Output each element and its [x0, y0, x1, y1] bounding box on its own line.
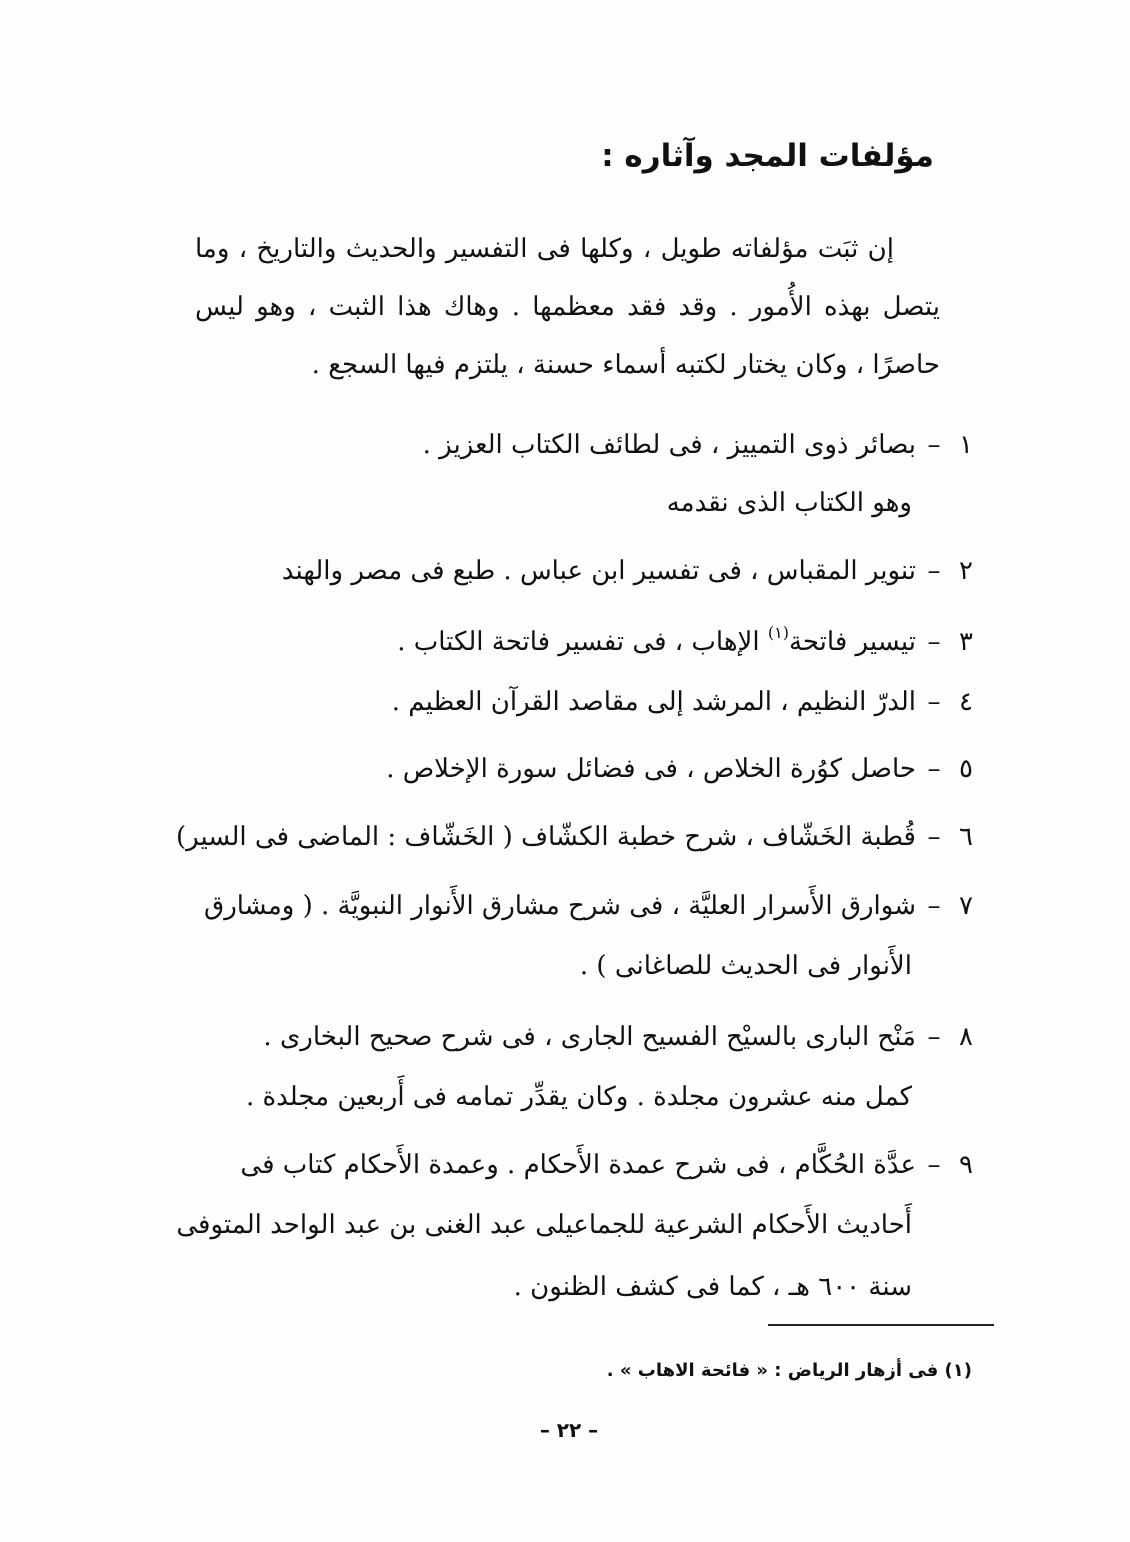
- item-dash: –: [927, 1022, 941, 1052]
- item-title: حاصل كوُرة الخلاص ، فى فضائل سورة الإخلاص .: [386, 754, 916, 784]
- item-dash: –: [927, 754, 941, 784]
- item-dash: –: [927, 627, 941, 657]
- item-dash: –: [927, 822, 941, 852]
- footnote: (١) فى أزهار الرياض : « فائحة الاهاب » .: [606, 1360, 972, 1381]
- item-note: وهو الكتاب الذى نقدمه: [666, 488, 912, 518]
- list-item: [190, 673, 980, 731]
- item-note: كمل منه عشرون مجلدة . وكان يقدِّر تمامه فى أَربعين مجلدة .: [245, 1082, 912, 1112]
- item-note: أَحاديث الأَحكام الشرعية للجماعيلى عبد الغنى بن عبد الواحد المتوفى: [176, 1210, 912, 1240]
- item-number: ٦: [959, 822, 973, 852]
- list-item: [190, 740, 980, 798]
- item-dash: –: [927, 1150, 941, 1180]
- item-title-part-b: الإهاب ، فى تفسير فاتحة الكتاب .: [397, 627, 768, 657]
- footnote-divider: [768, 1324, 994, 1326]
- item-note: الأَنوار فى الحديث للصاغانى ) .: [579, 951, 912, 981]
- item-number: ٣: [959, 627, 973, 657]
- item-title: قُطبة الخَشّاف ، شرح خطبة الكشّاف ( الخَشّاف : الماضى فى السير): [175, 822, 916, 852]
- section-heading: مؤلفات المجد وآثاره :: [601, 138, 934, 174]
- item-number: ٢: [959, 556, 973, 586]
- item-number: ٨: [959, 1022, 973, 1052]
- item-title: بصائر ذوى التمييز ، فى لطائف الكتاب العزيز .: [422, 430, 916, 460]
- item-title: شوارق الأَسرار العليَّة ، فى شرح مشارق الأَنوار النبويَّة . ( ومشارق: [204, 891, 916, 921]
- list-item: [190, 604, 980, 671]
- item-title: الدرّ النظيم ، المرشد إلى مقاصد القرآن العظيم .: [391, 687, 916, 717]
- item-title-part-a: تيسير فاتحة: [788, 627, 916, 657]
- item-dash: –: [927, 687, 941, 717]
- item-number: ٤: [959, 687, 973, 717]
- list-item: [190, 1136, 980, 1194]
- item-title: تنوير المقباس ، فى تفسير ابن عباس . طبع فى مصر والهند: [281, 556, 916, 586]
- footnote-reference: (١): [767, 623, 789, 642]
- item-number: ٧: [959, 891, 973, 921]
- page-number: – ٢٢ –: [539, 1418, 599, 1442]
- list-item: [190, 877, 980, 935]
- item-dash: –: [927, 430, 941, 460]
- item-note: سنة ٦٠٠ هـ ، كما فى كشف الظنون .: [513, 1272, 912, 1302]
- list-item: [175, 808, 980, 866]
- item-title: مَنْح البارى بالسيْح الفسيح الجارى ، فى شرح صحيح البخارى .: [263, 1022, 916, 1052]
- item-number: ٩: [959, 1150, 973, 1180]
- item-number: ٥: [959, 754, 973, 784]
- intro-paragraph: إن ثبَت مؤلفاته طويل ، وكلها فى التفسير والحديث والتاريخ ، وما يتصل بهذه الأُمور . وقد فقد معظمها . وهاك هذا الثبت ، وهو ليس حاصرًا ، وكان يختار لكتبه أسماء حسنة ، يلتزم فيها السجع .: [195, 234, 940, 380]
- list-item: [190, 542, 980, 600]
- item-number: ١: [959, 430, 973, 460]
- item-title: عدَّة الحُكَّام ، فى شرح عمدة الأَحكام . وعمدة الأَحكام كتاب فى: [240, 1150, 916, 1180]
- item-dash: –: [927, 891, 941, 921]
- item-dash: –: [927, 556, 941, 586]
- list-item: [190, 1008, 980, 1066]
- list-item: [190, 416, 980, 474]
